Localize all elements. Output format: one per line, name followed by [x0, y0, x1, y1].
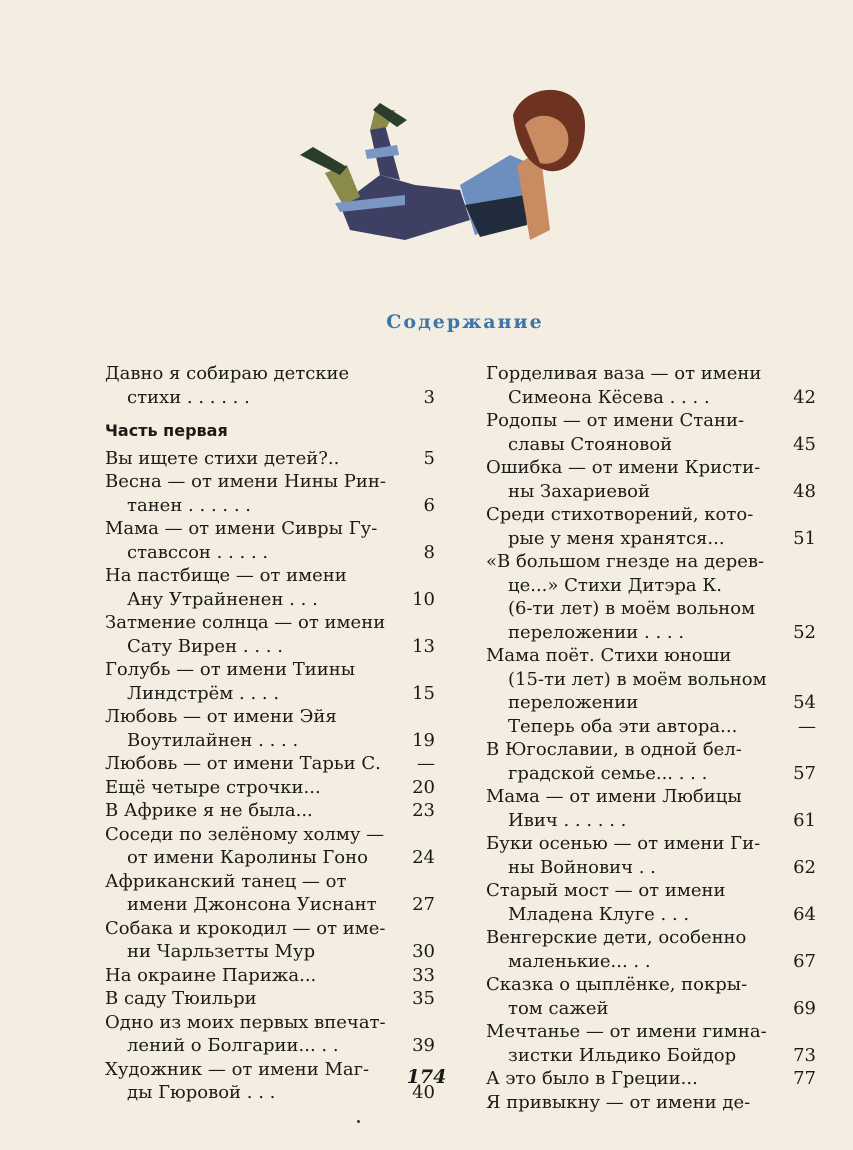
entry-page-number: 77 — [793, 1068, 816, 1089]
entry-title-line: Соседи по зелёному холму — — [105, 823, 385, 845]
entry-page-number: 67 — [793, 950, 816, 972]
entry-title-line: Теперь оба эти автора... — [508, 715, 738, 737]
entry-title-line: Венгерские дети, особенно — [486, 927, 747, 948]
entry-page-number: 51 — [793, 527, 816, 549]
entry-title-line: Художник — от имени Маг- — [105, 1058, 370, 1080]
entry-title-line: ставссон . . . . . — [127, 541, 269, 563]
toc-entry — [486, 715, 816, 739]
entry-title-line: Мама — от имени Любицы — [486, 786, 742, 807]
entry-title-line: Среди стихотворений, кото- — [486, 504, 754, 525]
toc-entry — [105, 564, 435, 611]
entry-title-line: переложении — [508, 692, 639, 713]
toc-entry — [105, 870, 435, 917]
toc-entry — [486, 550, 816, 644]
entry-title-line: Я привыкну — от имени де- — [486, 1091, 751, 1113]
entry-page-number: 6 — [423, 494, 435, 516]
entry-title-line: Ану Утрайненен . . . — [127, 588, 318, 610]
entry-title-line: Ошибка — от имени Кристи- — [486, 457, 761, 478]
entry-title-line: Ещё четыре строчки... — [105, 776, 321, 798]
entry-title-line: переложении . . . . — [508, 621, 685, 643]
entry-page-number: 30 — [412, 941, 435, 962]
entry-page-number: 13 — [412, 635, 435, 657]
entry-page-number: 69 — [793, 997, 816, 1019]
toc-entry — [486, 832, 816, 879]
entry-title-line: Мечтанье — от имени гимна- — [486, 1021, 767, 1042]
entry-title-line: лений о Болгарии... . . — [127, 1035, 339, 1056]
toc-entry — [105, 362, 435, 409]
entry-title-line: Горделивая ваза — от имени — [486, 363, 762, 384]
toc-entry — [105, 447, 435, 471]
toc-entry — [105, 611, 435, 658]
entry-page-number: 10 — [412, 588, 435, 610]
entry-title-line: Сказка о цыплёнке, покры- — [486, 974, 748, 995]
entry-title-line: Старый мост — от имени — [486, 880, 726, 901]
entry-title-line: Родопы — от имени Стани- — [486, 410, 745, 431]
entry-title-line: Давно я собираю детские — [105, 363, 350, 384]
entry-title-line: славы Стояновой — [508, 433, 673, 455]
entry-title-line: Симеона Кёсева . . . . — [508, 386, 710, 408]
entry-title-line: «В большом гнезде на дерев- — [486, 551, 765, 572]
toc-entry — [486, 926, 816, 973]
entry-page-number: 27 — [412, 894, 435, 915]
entry-title-line: Затмение солнца — от имени — [105, 612, 386, 633]
toc-entry — [486, 1091, 816, 1115]
toc-entry — [486, 738, 816, 785]
toc-entry — [105, 1011, 435, 1058]
entry-page-number: 54 — [793, 692, 816, 713]
entry-title-line: (15-ти лет) в моём вольном — [508, 668, 767, 690]
toc-left-column — [105, 362, 435, 1105]
toc-entry — [105, 964, 435, 988]
entry-title-line: Линдстрём . . . . — [127, 682, 280, 704]
toc-entry — [486, 644, 816, 715]
entry-page-number: — — [798, 715, 816, 737]
toc-entry — [486, 409, 816, 456]
entry-title-line: от имени Каролины Гоно — [127, 847, 368, 868]
toc-entry — [105, 470, 435, 517]
toc-entry — [486, 456, 816, 503]
entry-title-line: маленькие... . . — [508, 950, 651, 972]
toc-entry — [105, 752, 435, 776]
toc-entry — [486, 1020, 816, 1067]
toc-entry — [486, 503, 816, 550]
entry-title-line: В саду Тюильри — [105, 988, 257, 1009]
entry-title-line: зистки Ильдико Бойдор — [508, 1044, 737, 1066]
entry-page-number: 19 — [412, 729, 435, 751]
toc-entry — [486, 879, 816, 926]
entry-page-number: 39 — [412, 1035, 435, 1056]
entry-title-line: Мама поёт. Стихи юноши — [486, 645, 732, 666]
entry-title-line: Мама — от имени Сивры Гу- — [105, 518, 378, 539]
entry-title-line: рые у меня хранятся... — [508, 527, 725, 549]
entry-page-number: 15 — [412, 682, 435, 704]
entry-title-line: Сату Вирен . . . . — [127, 635, 283, 657]
entry-page-number: 64 — [793, 903, 816, 925]
toc-entry — [105, 776, 435, 800]
entry-page-number: 3 — [423, 386, 435, 408]
entry-title-line: На пастбище — от имени — [105, 565, 347, 586]
entry-page-number: 42 — [793, 386, 816, 408]
toc-entry — [105, 705, 435, 752]
toc-entry — [486, 785, 816, 832]
entry-title-line: ды Гюровой . . . — [127, 1082, 276, 1103]
entry-page-number: 33 — [412, 964, 435, 986]
entry-title-line: ны Войнович . . — [508, 856, 656, 878]
toc-entry — [105, 917, 435, 964]
entry-page-number: 52 — [793, 621, 816, 643]
toc-entry — [105, 658, 435, 705]
toc-entry — [105, 823, 435, 870]
entry-page-number: 23 — [412, 800, 435, 821]
entry-page-number: 40 — [412, 1082, 435, 1103]
toc-entry — [486, 973, 816, 1020]
entry-title-line: ни Чарльзетты Мур — [127, 941, 316, 962]
entry-title-line: Воутилайнен . . . . — [127, 729, 299, 751]
entry-title-line: имени Джонсона Уиснант — [127, 894, 377, 915]
toc-entry — [105, 799, 435, 823]
entry-title-line: В Африке я не была... — [105, 800, 313, 821]
entry-title-line: ны Захариевой — [508, 480, 651, 502]
entry-title-line: Африканский танец — от — [105, 870, 347, 892]
entry-title-line: В Югославии, в одной бел- — [486, 739, 742, 760]
entry-title-line: Одно из моих первых впечат- — [105, 1011, 386, 1033]
entry-title-line: Младена Клуге . . . — [508, 903, 690, 925]
entry-title-line: том сажей — [508, 997, 609, 1019]
entry-title-line: А это было в Греции... — [486, 1068, 698, 1089]
entry-title-line: На окраине Парижа... — [105, 964, 317, 986]
print-speck — [357, 1120, 360, 1123]
page-number: 174 — [406, 1066, 447, 1088]
entry-page-number: 5 — [423, 447, 435, 469]
entry-title-line: Голубь — от имени Тиины — [105, 659, 356, 680]
entry-page-number: — — [417, 753, 435, 774]
entry-page-number: 57 — [793, 762, 816, 784]
toc-entry — [105, 517, 435, 564]
entry-page-number: 8 — [423, 541, 435, 563]
toc-right-column — [486, 362, 816, 1114]
entry-title-line: танен . . . . . . — [127, 494, 251, 516]
entry-title-line: Буки осенью — от имени Ги- — [486, 833, 761, 854]
entry-page-number: 35 — [412, 988, 435, 1009]
entry-page-number: 48 — [793, 480, 816, 502]
toc-entry — [105, 987, 435, 1011]
entry-page-number: 73 — [793, 1044, 816, 1066]
entry-page-number: 45 — [793, 433, 816, 455]
entry-page-number: 24 — [412, 847, 435, 868]
entry-title-line: Любовь — от имени Эйя — [105, 706, 337, 727]
entry-title-line: Ивич . . . . . . — [508, 809, 627, 831]
entry-page-number: 61 — [793, 809, 816, 831]
entry-page-number: 20 — [412, 776, 435, 798]
entry-title-line: це...» Стихи Дитэра К. — [508, 574, 723, 596]
entry-page-number: 62 — [793, 856, 816, 878]
entry-title-line: (6-ти лет) в моём вольном — [508, 598, 756, 619]
entry-title-line: Собака и крокодил — от име- — [105, 917, 386, 939]
toc-title: Содержание — [386, 311, 544, 333]
entry-title-line: Весна — от имени Нины Рин- — [105, 471, 386, 492]
entry-title-line: Любовь — от имени Тарьи С. — [105, 753, 381, 774]
section-heading: Часть первая — [105, 421, 228, 440]
entry-title-line: стихи . . . . . . — [127, 386, 250, 408]
entry-title-line: Вы ищете стихи детей?.. — [105, 447, 340, 469]
girl-lying-illustration — [285, 55, 585, 255]
entry-title-line: градской семье... . . . — [508, 762, 708, 784]
toc-entry — [486, 362, 816, 409]
